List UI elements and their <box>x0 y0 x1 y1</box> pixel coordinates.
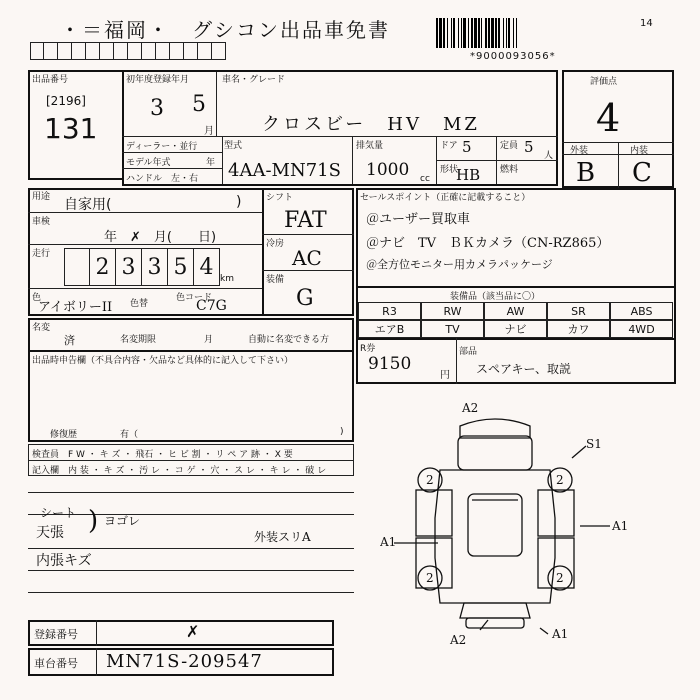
inspector-note-3: ヨゴレ <box>104 514 141 528</box>
mileage-digit: 3 <box>116 248 142 286</box>
header-grid-cell <box>142 42 156 60</box>
displacement-value: 1000 <box>366 160 410 180</box>
sales-point-2: ＠ナビ TV ＢＫカメラ（CN-RZ865） <box>366 236 610 251</box>
shape-value: HB <box>456 166 481 184</box>
sales-point-1: ＠ユーザー買取車 <box>366 212 471 227</box>
equipment-item: AW <box>484 302 547 320</box>
mileage-label: 走行 <box>32 249 51 259</box>
handle-label: ハンドル 左・右 <box>126 174 199 184</box>
page-number: 14 <box>640 18 653 29</box>
recycle-value: 9150 <box>368 354 412 374</box>
registration-month: 5 <box>192 92 206 117</box>
chassis-value: MN71S-209547 <box>106 651 263 672</box>
damage-top: A2 <box>462 401 479 415</box>
equipment-item: カワ <box>547 320 610 338</box>
wheel-fl-mark: 2 <box>426 473 434 487</box>
header-grid-cell <box>100 42 114 60</box>
equipment-item: ナビ <box>484 320 547 338</box>
color-label: 色 <box>32 293 42 303</box>
registration-month-suffix: 月 <box>204 126 214 137</box>
parts-label: 部品 <box>459 347 478 357</box>
ac-label: 冷房 <box>266 239 285 249</box>
type-label: 型式 <box>224 141 243 151</box>
dealer-label: ディーラー・並行 <box>126 142 198 152</box>
score-label: 評価点 <box>590 77 618 87</box>
parts-value: スペアキー、取説 <box>476 362 572 376</box>
equipment-item: エアB <box>358 320 421 338</box>
displacement-unit: cc <box>420 174 430 184</box>
color-code: C7G <box>196 298 227 314</box>
inspector-row1: F W ・ キ ズ ・ 飛石 ・ ヒ ビ 割 ・ リ ペ ア 跡 ・ X 要 <box>68 450 293 460</box>
usage-label: 用途 <box>32 192 51 202</box>
damage-bottom-left: A2 <box>450 633 467 647</box>
repair-close: ) <box>340 427 344 437</box>
wheel-rl-mark: 2 <box>426 571 434 585</box>
header-grid-cell <box>30 42 44 60</box>
equipment-label: 装備品（該当品に〇） <box>450 292 541 302</box>
capacity-value: 5 <box>524 138 534 156</box>
ac-value: AC <box>292 246 322 270</box>
mileage-digit: 3 <box>142 248 168 286</box>
header-grid-cell <box>58 42 72 60</box>
exterior-label: 外装 <box>570 146 589 156</box>
header-grid-cell <box>44 42 58 60</box>
lot-label: 出品番号 <box>32 75 69 85</box>
doors-value: 5 <box>462 138 472 156</box>
inspector-note-1: シート <box>40 506 77 520</box>
barcode <box>436 18 519 48</box>
color-match-label: 色替 <box>130 299 149 309</box>
damage-left: A1 <box>380 535 397 549</box>
color-value: アイボリーII <box>38 300 113 315</box>
chassis-label: 車台番号 <box>34 657 78 670</box>
steering-label: 装備 <box>266 275 285 285</box>
mileage-cell <box>64 248 90 286</box>
plate-label: 登録番号 <box>34 628 78 641</box>
recycle-unit: 円 <box>440 370 450 381</box>
inspector-row2-label: 記入欄 <box>32 466 60 476</box>
inspector-row1-label: 検査員 <box>32 450 60 460</box>
barcode-number: *9000093056* <box>470 51 556 62</box>
header-grid-cell <box>156 42 170 60</box>
inspector-bracket: ) <box>88 506 99 536</box>
usage-value: 自家用( <box>64 197 112 213</box>
header-grid-cell <box>184 42 198 60</box>
header-grid-cell <box>170 42 184 60</box>
displacement-label: 排気量 <box>356 141 384 151</box>
inspection-text: 年 ✗ 月( 日) <box>104 230 217 245</box>
registration-year: 3 <box>150 96 164 121</box>
score-value: 4 <box>596 96 621 140</box>
header-grid-cell <box>128 42 142 60</box>
owner-deadline-suffix: 月 <box>204 335 214 345</box>
wheel-rr-mark: 2 <box>556 571 564 585</box>
recycle-label: R券 <box>360 344 376 354</box>
registration-label: 初年度登録年月 <box>126 75 190 85</box>
sales-points-label: セールスポイント（正確に記載すること） <box>360 193 531 203</box>
steering-value: G <box>296 286 314 311</box>
model-year-label: モデル年式 <box>126 158 171 168</box>
equipment-item: SR <box>547 302 610 320</box>
wheel-fr-mark: 2 <box>556 473 564 487</box>
header-grid-cell <box>198 42 212 60</box>
shape-label: 形状 <box>440 165 459 175</box>
equipment-item: 4WD <box>610 320 673 338</box>
mileage-unit: km <box>220 274 234 284</box>
repair-label: 修復歴 <box>50 430 78 440</box>
repair-value: 有（ <box>120 430 139 440</box>
car-damage-diagram <box>380 398 680 648</box>
header-grid-cell <box>212 42 226 60</box>
damage-right-top: S1 <box>586 437 602 451</box>
doors-label: ドア <box>440 141 458 151</box>
lot-code: [2196] <box>46 94 86 108</box>
inspector-note-4: 内張キズ <box>36 553 92 569</box>
inspector-note-5: 外装スリA <box>254 530 311 544</box>
header-grid-cell <box>86 42 100 60</box>
damage-bottom-right: A1 <box>552 627 569 641</box>
vehicle-name-label: 車名・グレード <box>222 75 286 85</box>
inspector-note-2: 天張 <box>36 525 64 541</box>
header-grid <box>30 42 226 60</box>
equipment-item: TV <box>421 320 484 338</box>
shift-label: シフト <box>266 193 294 203</box>
usage-close: ) <box>236 194 242 210</box>
header-grid-cell <box>114 42 128 60</box>
mileage-digit: 4 <box>194 248 220 286</box>
interior-grade: C <box>632 158 652 188</box>
remarks-label: 出品時申告欄（不具合内容・欠品など具体的に記入して下さい） <box>32 356 294 366</box>
vehicle-name: クロスビー HV MZ <box>262 114 480 135</box>
inspector-row2: 内 装 ・ キ ズ ・ 汚 レ ・ コ ゲ ・ 穴 ・ ス レ ・ キ レ ・ 破 レ <box>68 466 327 476</box>
model-year-suffix: 年 <box>206 158 216 168</box>
owner-change-label: 名変 <box>32 323 51 333</box>
exterior-grade: B <box>576 158 596 188</box>
interior-label: 内装 <box>630 146 649 156</box>
mileage-cells <box>64 248 220 286</box>
header-grid-cell <box>72 42 86 60</box>
lot-number: 131 <box>44 112 98 145</box>
color-code-label: 色コード <box>176 293 213 303</box>
mileage-digit: 2 <box>90 248 116 286</box>
barcode-bar <box>517 18 519 48</box>
equipment-item: R3 <box>358 302 421 320</box>
equipment-item: RW <box>421 302 484 320</box>
form-title: ・＝福岡・ グシコン出品車免書 <box>60 18 390 42</box>
type-value: 4AA-MN71S <box>228 160 341 181</box>
shift-value: FAT <box>284 208 327 233</box>
owner-note: 自動に名変できる方 <box>248 335 330 345</box>
damage-right: A1 <box>612 519 629 533</box>
owner-change-value: 済 <box>64 334 75 347</box>
sales-point-3: ＠全方位モニター用カメラパッケージ <box>366 258 553 271</box>
owner-deadline-label: 名変期限 <box>120 335 157 345</box>
inspection-label: 車検 <box>32 217 51 227</box>
capacity-label: 定員 <box>500 141 519 151</box>
mileage-digit: 5 <box>168 248 194 286</box>
plate-value: ✗ <box>186 622 200 641</box>
equipment-item: ABS <box>610 302 673 320</box>
fuel-label: 燃料 <box>500 165 519 175</box>
capacity-unit: 人 <box>544 151 554 161</box>
